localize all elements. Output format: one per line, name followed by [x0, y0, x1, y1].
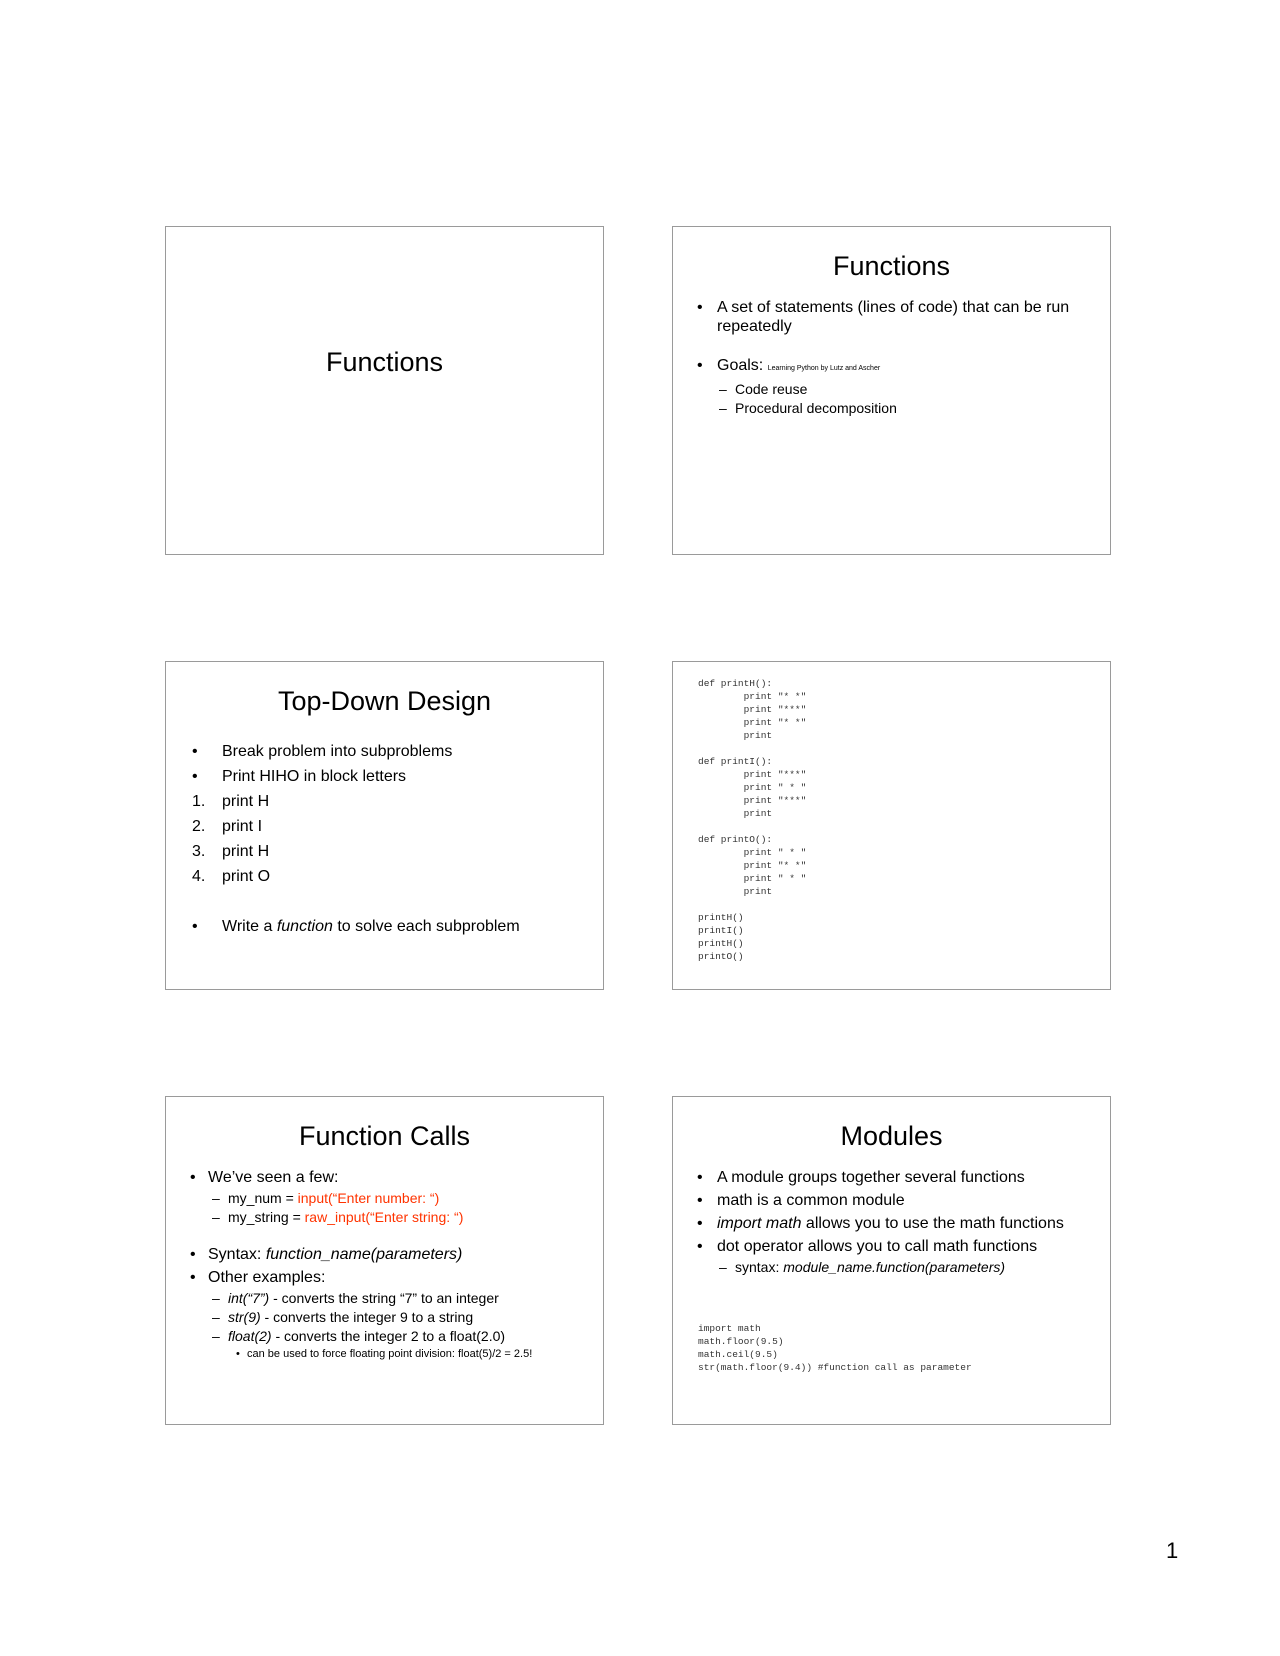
- list-marker: 1.: [192, 793, 206, 810]
- slide-functions-title: [165, 226, 604, 555]
- highlight-text: input(“Enter number: “): [297, 1190, 440, 1206]
- bullet-item: [166, 1268, 603, 1362]
- list-item: [166, 839, 603, 864]
- slide-title: Functions: [325, 347, 444, 377]
- sub-bullet-item: [166, 1189, 603, 1208]
- list-item: [166, 814, 603, 839]
- list-text: print O: [222, 868, 271, 885]
- sub-bullet-list: [166, 1289, 603, 1362]
- sub-bullet-item: [166, 1308, 603, 1327]
- page-number: 1: [1166, 1538, 1179, 1563]
- sub-sub-bullet-item: • can be used to force floating point division: float(5)/2 = 2.5!: [166, 1346, 603, 1362]
- sub-bullet-item: [673, 1258, 1110, 1277]
- list-text: Write a: [222, 918, 277, 935]
- sub-text: - converts the string “7” to an integer: [269, 1290, 499, 1306]
- code-text: my_num =: [228, 1190, 298, 1206]
- sub-bullet-item: – Code reuse: [673, 380, 1110, 399]
- list-item: [166, 764, 603, 789]
- bullet-text: A set of statements (lines of code) that can be run repeatedly: [717, 299, 1070, 335]
- list-item: [166, 864, 603, 889]
- slide-title: Functions: [832, 251, 951, 281]
- sub-bullet-list: [673, 1258, 1110, 1277]
- bullet-item: • math is a common module: [673, 1191, 1110, 1210]
- bullet-item: [166, 1245, 603, 1264]
- sub-bullet-item: [166, 1289, 603, 1308]
- bullet-item: [673, 298, 1110, 336]
- sub-bullet-list: [166, 1189, 603, 1227]
- emphasis-text: function: [276, 918, 333, 935]
- code-block: import math math.floor(9.5) math.ceil(9.5) str(math.floor(9.4)) #function call as parameter: [698, 1323, 972, 1373]
- goals-citation: Learning Python by Lutz and Ascher: [767, 365, 881, 372]
- slide-top-down-design: [165, 661, 604, 990]
- list-item: [166, 789, 603, 814]
- highlight-text: raw_input(“Enter string: “): [304, 1209, 464, 1225]
- code-text: my_string =: [228, 1209, 305, 1225]
- list-marker: •: [192, 768, 198, 785]
- list-marker: •: [192, 743, 198, 760]
- code-block: def printH(): print "* *" print "***" print "* *" print def printI(): print "***" print " * " print "***" print def printO(): print " * " print "* *" print " * " print printH() printI() printH() printO(): [698, 678, 807, 962]
- bullet-item: [166, 1168, 603, 1227]
- list-item: [166, 739, 603, 764]
- slide-title: Top-Down Design: [277, 686, 492, 716]
- bullet-text: We’ve seen a few:: [208, 1169, 339, 1186]
- slide-title: Function Calls: [298, 1121, 471, 1151]
- sub-bullet-list: [673, 380, 1110, 418]
- bullet-text: Syntax:: [208, 1246, 266, 1263]
- goals-label: Goals:: [717, 357, 764, 374]
- sub-sub-bullet-list: [166, 1346, 603, 1362]
- list-text: Break problem into subproblems: [222, 743, 453, 760]
- emphasis-text: function_name(parameters): [265, 1246, 463, 1263]
- bullet-text: dot operator allows you to call math functions: [717, 1238, 1038, 1255]
- list-text: Print HIHO in block letters: [222, 768, 407, 785]
- list-marker: 3.: [192, 843, 206, 860]
- list-marker: 4.: [192, 868, 206, 885]
- slide-title: Modules: [840, 1121, 943, 1151]
- sub-bullet-item: [166, 1208, 603, 1227]
- list-text: print I: [222, 818, 263, 835]
- bullet-item: • A module groups together several functions: [673, 1168, 1110, 1187]
- sub-bullet-item: [166, 1327, 603, 1362]
- bullet-item: [673, 1214, 1110, 1233]
- emphasis-text: int(“7”): [228, 1290, 270, 1306]
- bullet-list: [673, 298, 1110, 418]
- sub-text: syntax:: [735, 1259, 784, 1275]
- sub-text: - converts the integer 2 to a float(2.0): [271, 1328, 506, 1344]
- bullet-item: [673, 356, 1110, 418]
- emphasis-text: module_name.function(parameters): [783, 1259, 1006, 1275]
- list-item: [166, 914, 603, 939]
- list-marker: 2.: [192, 818, 206, 835]
- list-text: print H: [222, 843, 270, 860]
- bullet-text: Other examples:: [208, 1269, 326, 1286]
- emphasis-text: float(2): [228, 1328, 272, 1344]
- slide-functions-definition: [672, 226, 1111, 555]
- list-text: to solve each subproblem: [332, 918, 520, 935]
- slide-hiho-code: [672, 661, 1111, 990]
- sub-text: - converts the integer 9 to a string: [260, 1309, 474, 1325]
- slide-modules: [672, 1096, 1111, 1425]
- bullet-list: [166, 1168, 603, 1362]
- list-text: print H: [222, 793, 270, 810]
- emphasis-text: str(9): [228, 1309, 261, 1325]
- emphasis-text: import math: [717, 1215, 802, 1232]
- bullet-text: allows you to use the math functions: [801, 1215, 1064, 1232]
- sub-bullet-item: – Procedural decomposition: [673, 399, 1110, 418]
- bullet-item: [673, 1237, 1110, 1277]
- design-steps-list: [166, 739, 603, 939]
- bullet-list: [673, 1168, 1110, 1277]
- list-marker: •: [192, 918, 198, 935]
- slide-function-calls: [165, 1096, 604, 1425]
